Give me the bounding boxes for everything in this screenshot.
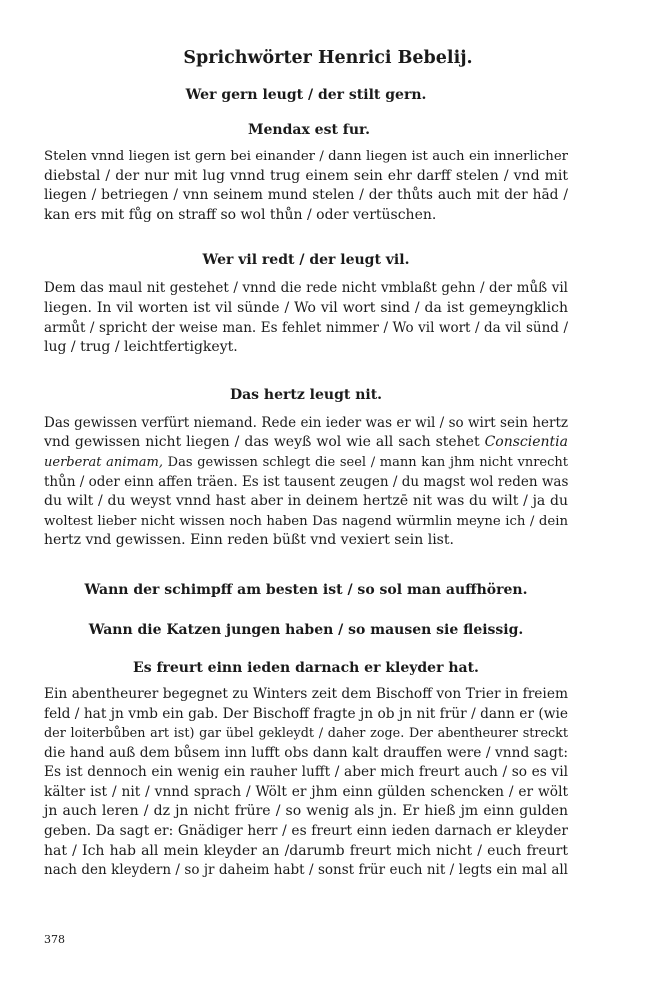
text-line: kälter ist / nit / vnnd sprach / Wölt er jhm einn gülden schencken / er wölt — [44, 783, 568, 800]
section-4-paragraph — [44, 685, 568, 881]
text-line: diebstal / der nur mit lug vnnd trug einem sein ehr darff stelen / vnd mit — [44, 167, 568, 184]
section-2-paragraph — [44, 279, 568, 357]
section-2-heading: Wer vil redt / der leugt vil. — [202, 252, 410, 269]
text-line: armůt / spricht der weise man. Es fehlet nimmer / Wo vil wort / da vil sünd / — [44, 319, 568, 336]
text-line: liegen / betriegen / vnn seinem mund stelen / der thůts auch mit der hād / — [44, 187, 568, 204]
text-line: geben. Da sagt er: Gnädiger herr / es freurt einn ieden darnach er kleyder — [44, 823, 568, 840]
section-4-heading-2: Wann die Katzen jungen haben / so mausen sie fleissig. — [88, 621, 524, 638]
text-fragment: Das gewissen schlegt die seel / mann kan jhm nicht vnrecht — [167, 454, 568, 470]
text-line: jn auch leren / dz jn nicht früre / so wenig als jn. Er hieß jm einn gulden — [44, 803, 568, 820]
text-line — [44, 453, 568, 473]
text-line: du wilt / du weyst vnnd hast aber in deinem hertzē nit was du wilt / ja du — [44, 493, 568, 510]
text-line: kan ers mit fůg on straff so wol thůn / oder vertüschen. — [44, 206, 437, 223]
text-line: der loiterbůben art ist) gar übel gekleydt / daher zoge. Der abentheurer streckt — [44, 726, 568, 742]
text-line: hertz vnd gewissen. Einn reden büßt vnd vexiert sein list. — [44, 532, 454, 549]
text-line — [44, 433, 568, 453]
page-content — [44, 48, 568, 881]
text-fragment: vnd gewissen nicht liegen / das weyß wol wie all sach stehet — [44, 434, 480, 451]
latin-phrase: uerberat animam, — [44, 454, 163, 470]
section-3-paragraph — [44, 414, 568, 551]
page-number: 378 — [44, 933, 65, 946]
text-line: lug / trug / leichtfertigkeyt. — [44, 339, 238, 356]
text-line: liegen. In vil worten ist vil sünde / Wo vil wort sind / da ist gemeyngklich — [44, 299, 568, 316]
section-1-paragraph — [44, 147, 568, 225]
latin-phrase: Conscientia — [484, 434, 568, 451]
text-line: Das gewissen verfürt niemand. Rede ein ieder was er wil / so wirt sein hertz — [44, 414, 568, 431]
text-line: Stelen vnnd liegen ist gern bei einander / dann liegen ist auch ein innerlicher — [44, 149, 568, 164]
text-line: Dem das maul nit gestehet / vnnd die rede nicht vmblaßt gehn / der můß vil — [44, 280, 568, 297]
section-4-heading-1: Wann der schimpff am besten ist / so sol man auffhören. — [84, 581, 528, 598]
text-line: nach den kleydern / so jr daheim habt / sonst frür euch nit / legts ein mal all — [44, 862, 568, 879]
page-title: Sprichwörter Henrici Bebelij. — [183, 48, 473, 68]
section-3-heading: Das hertz leugt nit. — [229, 386, 383, 403]
text-line: woltest lieber nicht wissen noch haben Das nagend würmlin meyne ich / dein — [44, 513, 568, 529]
text-line: feld / hat jn vmb ein gab. Der Bischoff fragte jn ob jn nit frür / dann er (wie — [44, 705, 568, 722]
text-line: die hand auß dem bůsem inn lufft obs dann kalt drauffen were / vnnd sagt: — [44, 744, 568, 761]
section-4-heading-3: Es freurt einn ieden darnach er kleyder hat. — [133, 659, 479, 676]
text-line: Ein abentheurer begegnet zu Winters zeit dem Bischoff von Trier in freiem — [44, 685, 568, 702]
section-1-heading-1: Wer gern leugt / der stilt gern. — [185, 87, 427, 103]
section-1-heading-2: Mendax est fur. — [248, 122, 370, 138]
text-line: thůn / oder einn affen träen. Es ist tausent zeugen / du magst wol reden was — [44, 473, 569, 490]
text-line: hat / Ich hab all mein kleyder an /darumb freurt mich nicht / euch freurt — [44, 842, 568, 859]
text-line: Es ist dennoch ein wenig ein rauher lufft / aber mich freurt auch / so es vil — [44, 764, 568, 781]
